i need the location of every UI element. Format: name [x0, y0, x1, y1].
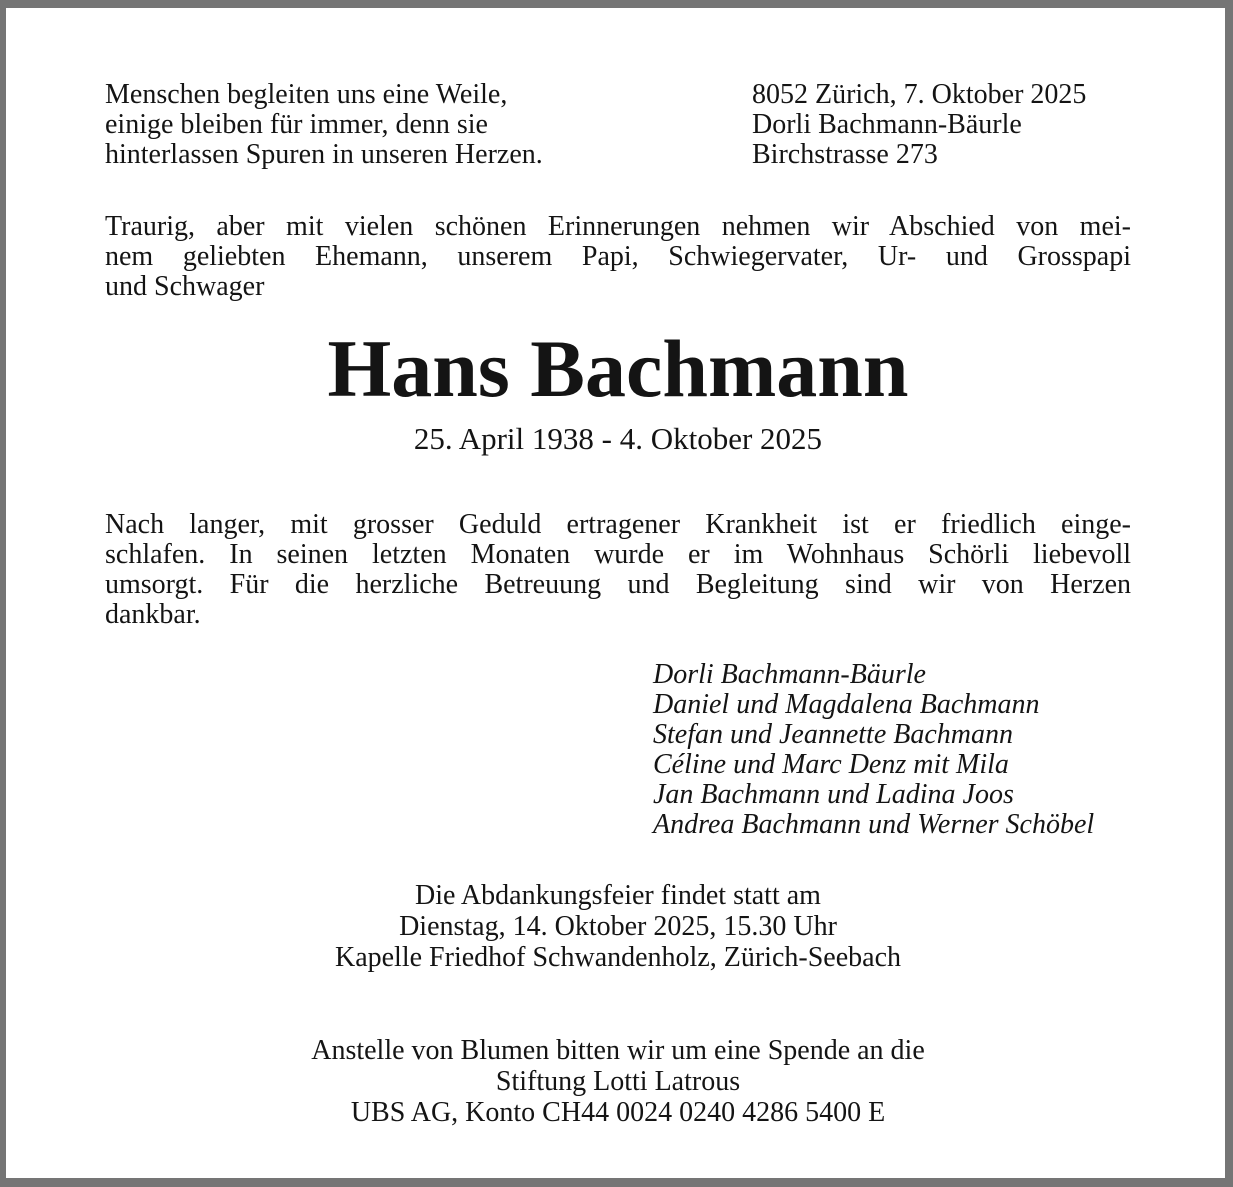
ceremony-info	[105, 880, 1131, 973]
obituary-line: dankbar.	[105, 599, 201, 630]
family-list	[653, 660, 1131, 840]
obituary-line: umsorgt. Für die herzliche Betreuung und Begleitung sind wir von Herzen	[105, 569, 1131, 600]
sender-street: Birchstrasse 273	[752, 139, 938, 170]
epigraph-line: hinterlassen Spuren in unseren Herzen.	[105, 139, 543, 170]
intro-line: und Schwager	[105, 271, 265, 302]
obituary-line: schlafen. In seinen letzten Monaten wurde er im Wohnhaus Schörli liebevoll	[105, 539, 1131, 570]
obituary-paragraph	[105, 510, 1131, 630]
ceremony-line: Kapelle Friedhof Schwandenholz, Zürich-Seebach	[334, 942, 901, 973]
epigraph-line: einige bleiben für immer, denn sie	[105, 109, 488, 140]
intro-line: Traurig, aber mit vielen schönen Erinnerungen nehmen wir Abschied von mei-	[105, 211, 1131, 242]
sender-address	[752, 80, 1131, 170]
family-member: Céline und Marc Denz mit Mila	[653, 749, 1009, 780]
family-member: Dorli Bachmann-Bäurle	[653, 659, 926, 690]
ceremony-line: Dienstag, 14. Oktober 2025, 15.30 Uhr	[399, 911, 837, 942]
donation-info	[105, 1035, 1131, 1128]
sender-name: Dorli Bachmann-Bäurle	[752, 109, 1022, 140]
epigraph-line: Menschen begleiten uns eine Weile,	[105, 79, 508, 110]
family-member: Jan Bachmann und Ladina Joos	[653, 779, 1014, 810]
donation-line: UBS AG, Konto CH44 0024 0240 4286 5400 E	[350, 1097, 886, 1128]
deceased-name: Hans Bachmann	[327, 323, 909, 414]
ceremony-line: Die Abdankungsfeier findet statt am	[415, 880, 821, 911]
family-member: Andrea Bachmann und Werner Schöbel	[653, 809, 1095, 840]
family-member: Stefan und Jeannette Bachmann	[653, 719, 1014, 750]
obituary-content	[6, 8, 1225, 1128]
family-member: Daniel und Magdalena Bachmann	[653, 689, 1040, 720]
epigraph	[105, 80, 752, 170]
header-row	[105, 80, 1131, 170]
life-dates: 25. April 1938 - 4. Oktober 2025	[413, 421, 823, 456]
donation-line: Stiftung Lotti Latrous	[495, 1066, 741, 1097]
obituary-page	[6, 8, 1225, 1178]
obituary-line: Nach langer, mit grosser Geduld ertragener Krankheit ist er friedlich einge-	[105, 509, 1131, 540]
intro-line: nem geliebten Ehemann, unserem Papi, Schwiegervater, Ur- und Grosspapi	[105, 241, 1131, 272]
donation-line: Anstelle von Blumen bitten wir um eine Spende an die	[311, 1035, 925, 1066]
sender-date-city: 8052 Zürich, 7. Oktober 2025	[752, 79, 1087, 110]
intro-paragraph	[105, 212, 1131, 302]
